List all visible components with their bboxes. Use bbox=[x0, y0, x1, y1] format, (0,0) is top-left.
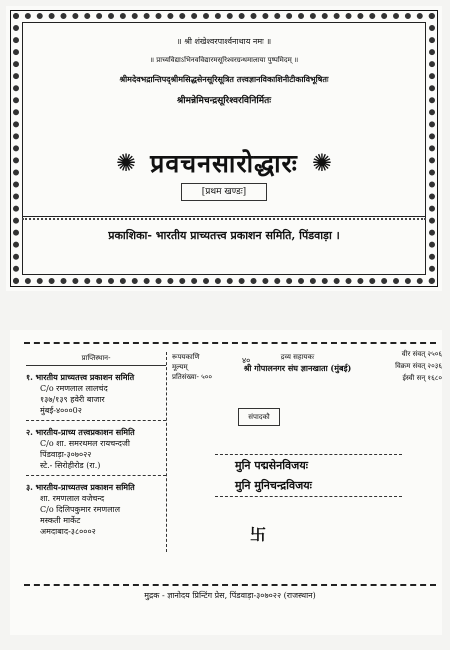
address-org: भारतीय-प्राच्य तत्त्वप्रकाशन समिति bbox=[35, 427, 135, 437]
editor-rule-bottom bbox=[215, 496, 402, 497]
address-line: स्टे.- सिरोहीरोड (रा.) bbox=[40, 461, 101, 470]
series-line: ॥ प्राच्यविद्याऽभिनवविद्यारमसूरिश्वरग्रन्थमालाया पुष्पमिदम् ॥ bbox=[149, 56, 299, 64]
copies-label: प्रतिसंख्या- ५०० bbox=[172, 373, 212, 381]
address-line: अमदाबाद-३८०००२ bbox=[40, 527, 96, 536]
donor-heading: द्रव्य सहायकः bbox=[280, 353, 315, 361]
address-org: भारतीय प्राच्यतत्त्व प्रकाशन समिति bbox=[35, 372, 135, 382]
commentary-line: श्रीमदेवभद्रान्तिपद्श्रीमसिद्धसेनसूरिसूत्रित तत्त्वज्ञानविकाशिनीटीकाविभूषितः bbox=[119, 74, 329, 84]
top-rule bbox=[24, 342, 436, 344]
donor-name: श्री गोपालनगर संघ ज्ञानखाता (मुंबई) bbox=[243, 363, 352, 373]
address-block bbox=[26, 427, 166, 476]
bottom-rule bbox=[24, 584, 436, 586]
address-line: मस्कती मार्केट bbox=[40, 516, 81, 525]
year-vir: वीर संवत् २५०६ bbox=[401, 350, 442, 358]
editor-name-1: मुनि पद्मसेनविजयः bbox=[235, 459, 308, 472]
address-org: भारतीय-प्राच्यतत्त्व प्रकाशन समिति bbox=[35, 482, 135, 492]
editors-label: संपादकौ bbox=[238, 408, 280, 426]
address-line: पिंडवाड़ा-३०७०२२ bbox=[40, 450, 92, 459]
year-ad: ईस्वी सन् १६८० bbox=[402, 374, 442, 382]
address-block bbox=[26, 372, 166, 421]
availability-heading: प्राप्तिस्थान- bbox=[26, 354, 166, 366]
price-label: रूपयकाणि bbox=[172, 353, 200, 361]
title-row bbox=[36, 146, 412, 180]
address-line: शा. रमणलाल वजेचन्द bbox=[40, 494, 105, 503]
editor-rule-top bbox=[215, 454, 402, 455]
publisher-line: प्रकाशिका- भारतीय प्राच्यतत्त्व प्रकाशन समिति, पिंडवाड़ा । bbox=[108, 229, 340, 242]
flourish-left-icon: ✺ bbox=[116, 149, 137, 177]
address-number: ३. bbox=[26, 482, 33, 492]
flourish-right-icon: ✺ bbox=[311, 149, 332, 177]
price-label-2: मूल्यम् bbox=[172, 363, 188, 371]
address-line: १३७/१३९ हवेरी बाजार bbox=[40, 395, 105, 404]
invocation-line: ॥ श्री शंखेश्वरपार्श्वनाथाय नमः ॥ bbox=[176, 37, 272, 46]
availability-column bbox=[26, 352, 167, 552]
address-number: २. bbox=[26, 427, 33, 437]
printer-line: मुद्रक - ज्ञानोदय प्रिन्टिंग प्रेस, पिंडवाड़ा-३०७०२२ (राजस्थान) bbox=[144, 591, 316, 600]
editor-name-2: मुनि मुनिचन्द्रविजयः bbox=[235, 479, 312, 492]
address-line: C/o शा. समरथमल रायचन्दजी bbox=[40, 439, 130, 448]
address-line: C/o दिलिपकुमार रमणलाल bbox=[40, 505, 121, 514]
address-line: मुंबई-४०००0२ bbox=[40, 406, 82, 415]
price-value: ४० bbox=[242, 356, 251, 365]
year-block bbox=[378, 348, 442, 388]
volume-label: [प्रथम खण्डः] bbox=[181, 183, 267, 201]
publisher-rule-dots bbox=[22, 218, 426, 220]
address-block bbox=[26, 482, 166, 541]
author-line: श्रीमन्नेमिचन्द्रसूरिश्वरविनिर्मितः bbox=[176, 96, 272, 106]
year-vikram: विक्रम संवत् २०३६ bbox=[395, 362, 442, 370]
main-title: प्रवचनसारोद्धारः bbox=[150, 149, 298, 178]
imprint-page bbox=[10, 330, 442, 635]
address-line: C/o रमणलाल लालचंद bbox=[40, 384, 108, 393]
swastika-icon: 卐 bbox=[250, 525, 267, 544]
publisher-rule bbox=[22, 216, 426, 217]
address-number: १. bbox=[26, 372, 33, 382]
title-page bbox=[6, 6, 442, 291]
donor-block bbox=[225, 352, 370, 386]
